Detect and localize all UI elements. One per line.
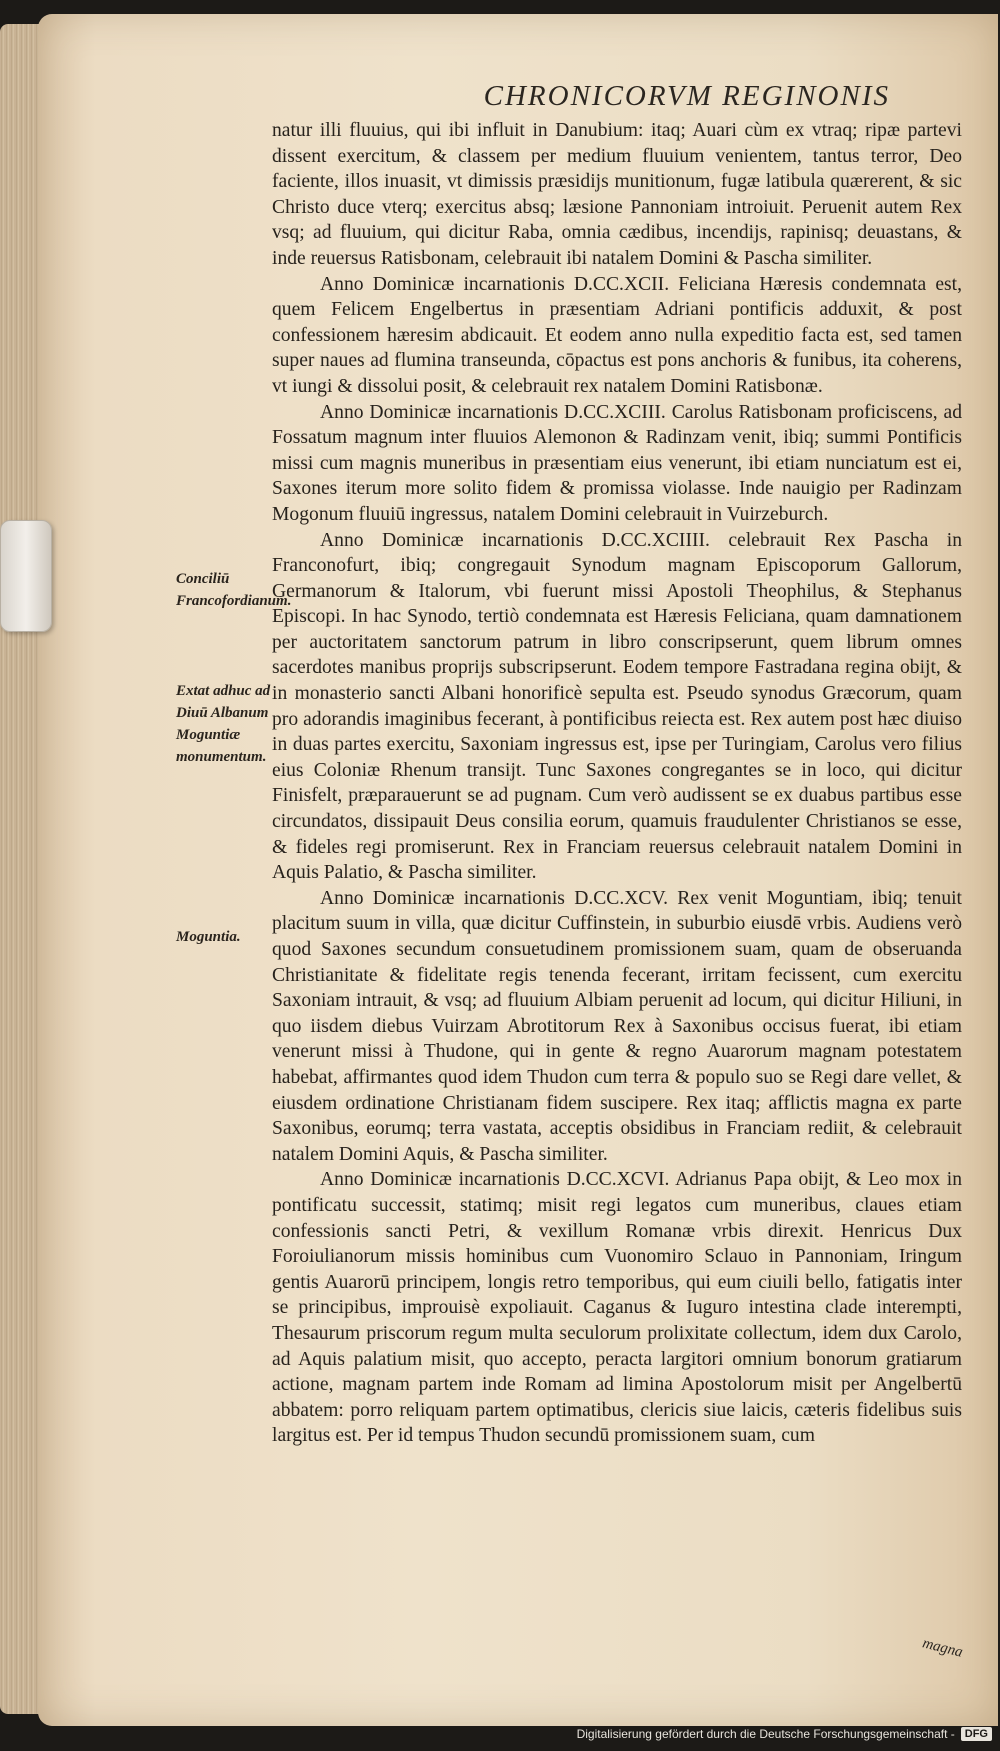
running-head: CHRONICORVM REGINONIS [483,80,890,112]
paragraph: Anno Dominicæ incarnationis D.CC.XCII. Feliciana Hæresis condemnata est, quem Felicem Engelbertus in præsentiam Adriani pontificis adduxit, & post confessionem hæresim abdicauit. Et eodem anno nulla expeditio facta est, sed tamen super naues ad flumina transeunda, cōpactus est pons anchoris & funibus, ita coherens, vt iungi & dissolui posit, & celebrauit rex natalem Domini Ratisbonæ. [272,273,962,397]
paragraph: Anno Dominicæ incarnationis D.CC.XCIII. Carolus Ratisbonam proficiscens, ad Fossatum magnum inter fluuios Alemonon & Radinzam venit, ibiq; summi Pontificis missi cum magnis muneribus in præsentiam eius venerunt, ibi etiam nunciatum est ei, Saxones iterum more solito fidem & promissa violasse. Inde nauigio per Radinzam Mogonum fluuiū ingressus, natalem Domini celebrauit in Vuirzeburch. [272,401,962,525]
paragraph: Anno Dominicæ incarnationis D.CC.XCV. Rex venit Moguntiam, ibiq; tenuit placitum suum in villa, quæ dicitur Cuffinstein, in suburbio eiusdē vrbis. Audiens verò quod Saxones secundum consuetudinem promissionem suam, quam de obseruanda Christianitate & fidelitate regis tenenda fecerant, irritam fecissent, cum exercitu Saxoniam intrauit, & vsq; ad fluuium Albiam peruenit ad locum, qui dicitur Hiliuni, in quo iisdem diebus Vuirzam Abrotitorum Rex à Saxonibus occisus fuerat, ibi etiam venerunt missi à Thudone, qui in gente & regno Auarorum magnam potestatem habebat, affirmantes quod idem Thudon cum terra & populo suo se Regi dare vellet, & eiusdem ordinatione Christianam fidem suscipere. Rex itaq; afflictis magna ex parte Saxonibus, eorumq; terra vastata, acceptis obsidibus in Franciam rediit, & celebrauit natalem Domini Aquis, & Pascha similiter. [272,887,962,1165]
paragraph: natur illi fluuius, qui ibi influit in Danubium: itaq; Auari cùm ex vtraq; ripæ partevi dissent exercitum, & classem per medium fluuium venientem, tantus terror, Deo faciente, illos inuasit, vt dimissis præsidijs munitionum, fugæ latibula quærerent, & sic Christo duce vterq; exercitus absq; læsione Pannoniam introiuit. Peruenit autem Rex vsq; ad fluuium, qui dicitur Raba, omnia cædibus, incendijs, rapinisq; deuastans, & inde reuersus Ratisbonam, celebrauit ibi natalem Domini & Pascha similiter. [272,120,962,269]
page-clip [0,520,52,632]
dfg-logo: DFG [961,1727,992,1741]
footer-credit-text: Digitalisierung gefördert durch die Deutsche Forschungsgemeinschaft - [576,1727,955,1741]
paragraph: Anno Dominicæ incarnationis D.CC.XCIIII. celebrauit Rex Pascha in Franconofurt, ibiq; congregauit Synodum magnam Episcoporum Gallorum, Germanorum & Italorum, vbi fuerunt missi Apostoli Theophilus, & Stephanus Episcopi. In hac Synodo, tertiò condemnata est Hæresis Feliciana, quam damnationem per auctoritatem sanctorum patrum in libro conscripserunt, quem librum omnes sacerdotes manibus proprijs subscripserunt. Eodem tempore Fastradana regina obijt, & in monasterio sancti Albani honorificè sepulta est. Pseudo synodus Græcorum, quam pro adorandis imaginibus fecerant, à pontificibus reiecta est. Rex autem post hæc diuiso in duas partes exercitu, Saxoniam ingressus est, ipse per Turingiam, Carolus vero filius eius Coloniæ Rhenum transijt. Tunc Saxones congregantes se in loco, qui dicitur Finisfelt, præparauerunt se ad pugnam. Cum verò audissent se ex duabus partibus esse circundatos, dissipauit Deus consilia eorum, quamuis fraudulenter Christianos se esse, & fideles regi promiserunt. Rex in Franciam reuersus celebrauit natalem Domini in Aquis Palatio, & Pascha similiter. [272,529,962,884]
catchword: magna [920,1635,965,1661]
margin-note: Extat adhuc ad Diuū Albanum Moguntiæ monumentum. [176,683,271,765]
main-text [272,118,962,1449]
footer-credit [577,1725,992,1743]
margin-note: Moguntia. [176,929,241,945]
margin-note: Conciliū Francofordianum. [176,571,292,609]
paragraph: Anno Dominicæ incarnationis D.CC.XCVI. Adrianus Papa obijt, & Leo mox in pontificatu successit, statimq; misit regi legatos cum muneribus, claues etiam confessionis sancti Petri, & vexillum Romanæ vrbis direxit. Henricus Dux Foroiulianorum missis hominibus cum Vuonomiro Sclauo in Pannoniam, Iringum gentis Auarorū principem, longis retro temporibus, qui eum ciuili bello, fatigatis inter se principibus, improuisè expoliauit. Caganus & Iuguro intestina clade interempti, Thesaurum priscorum regum multa seculorum prolixitate collectum, idem dux Carolo, ad Aquis palatium misit, quo accepto, peracta largitori omnium bonorum gratiarum actione, magnam partem inde Romam ad limina Apostolorum misit per Angelbertū abbatem: porro reliquam partem optimatibus, clericis siue laicis, cæteris fidelibus suis largitus est. Per id tempus Thudon secundū promissionem suam, cum [272,1169,962,1447]
